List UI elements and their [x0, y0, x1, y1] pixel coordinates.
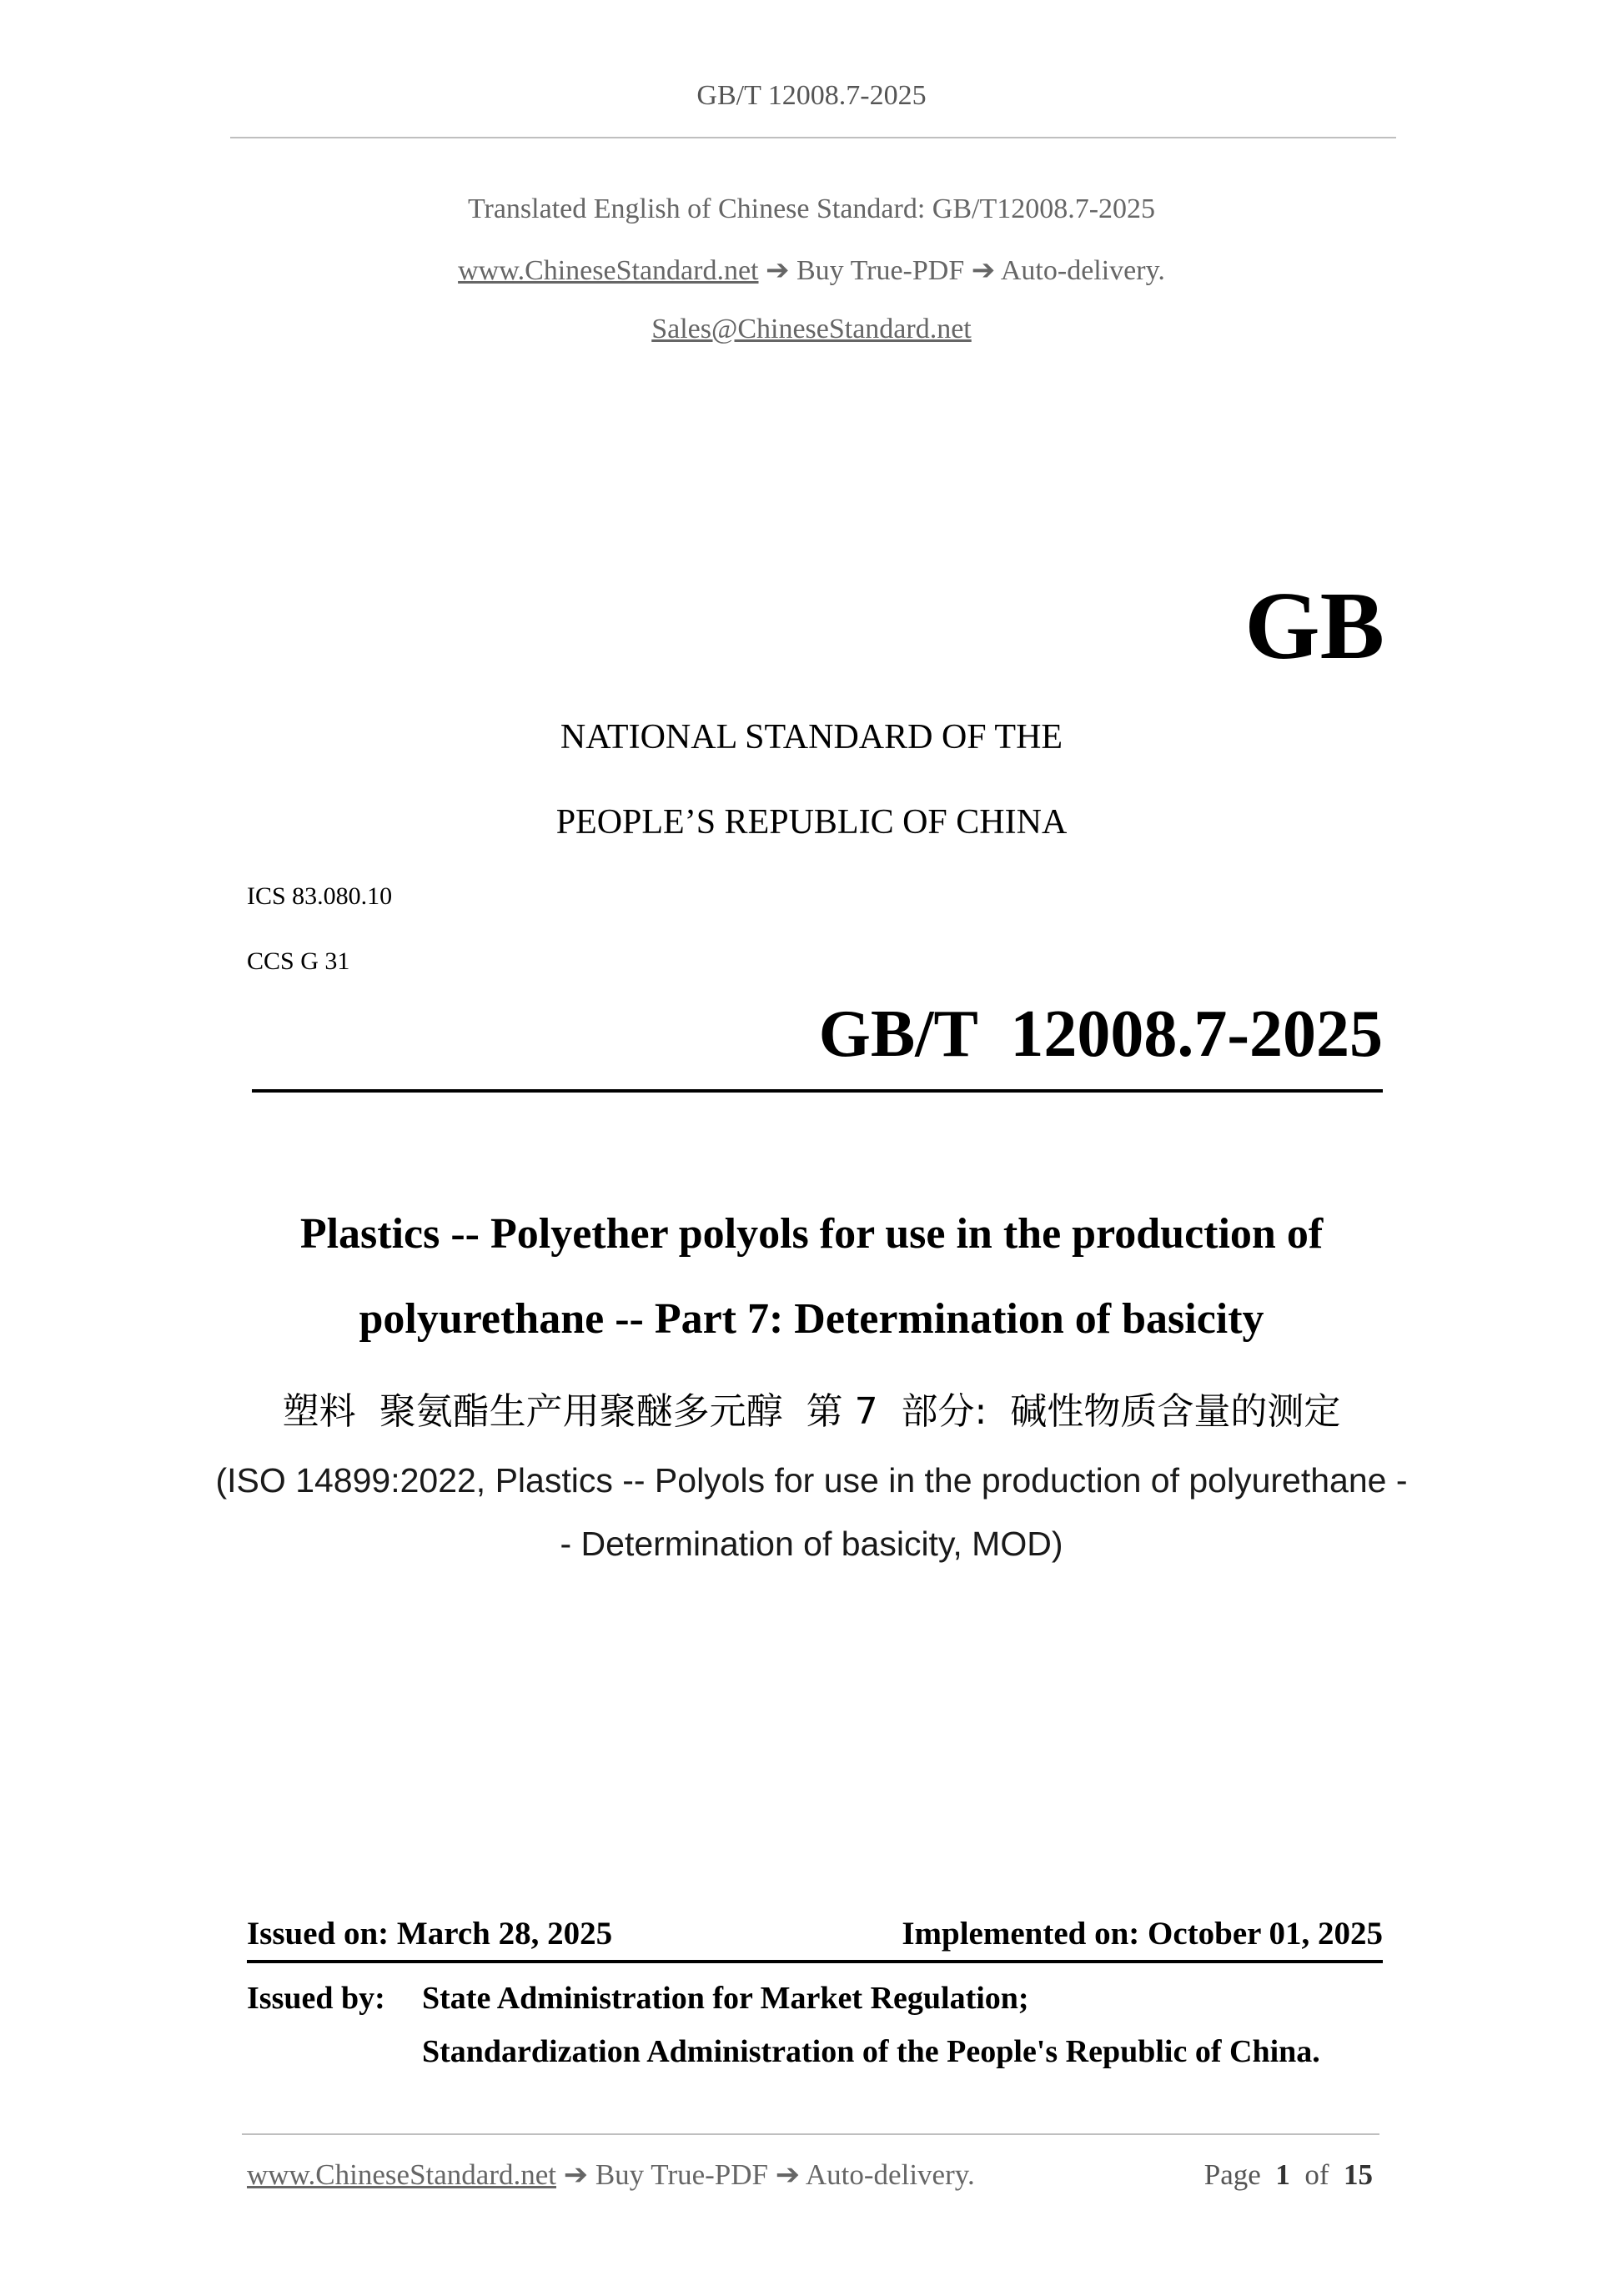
footer-promo-line	[247, 2158, 975, 2192]
buy-true-pdf-text: Buy True-PDF	[796, 255, 965, 286]
issued-on-date: Issued on: March 28, 2025	[247, 1916, 613, 1952]
footer-delivery-text: Auto-delivery.	[805, 2158, 975, 2191]
footer-site-link[interactable]: www.ChineseStandard.net	[247, 2158, 556, 2191]
header-divider	[230, 137, 1396, 138]
sales-email-link[interactable]: Sales@ChineseStandard.net	[651, 314, 972, 344]
ccs-code: CCS G 31	[247, 947, 350, 975]
arrow-right-icon: ➔	[775, 2158, 801, 2191]
issuer-line-2: Standardization Administration of the People's Republic of China.	[422, 2034, 1320, 2069]
title-english-line-2: polyurethane -- Part 7: Determination of basicity	[359, 1295, 1264, 1343]
page-counter	[1204, 2158, 1373, 2192]
standard-number-text: GB/T 12008.7-2025	[818, 997, 1383, 1071]
national-standard-line-1: NATIONAL STANDARD OF THE	[560, 718, 1063, 756]
dates-divider	[247, 1960, 1383, 1963]
page-total: 15	[1344, 2158, 1373, 2191]
gb-logo: GB	[1244, 573, 1384, 680]
footer-divider	[242, 2133, 1379, 2135]
page-label: Page	[1203, 2158, 1261, 2191]
standard-number	[819, 997, 1383, 1071]
auto-delivery-text: Auto-delivery.	[1000, 255, 1165, 286]
promo-title: Translated English of Chinese Standard: GB/T12008.7-2025	[467, 193, 1156, 224]
ics-code: ICS 83.080.10	[247, 882, 393, 910]
promo-buy-line	[0, 254, 1623, 287]
promo-email-line	[0, 314, 1623, 345]
arrow-right-icon: ➔	[563, 2158, 589, 2191]
title-chinese: 塑料 聚氨酯生产用聚醚多元醇 第 7 部分: 碱性物质含量的测定	[282, 1390, 1341, 1433]
page-current: 1	[1275, 2158, 1290, 2191]
title-english-line-1: Plastics -- Polyether polyols for use in the production of	[299, 1210, 1324, 1258]
arrow-right-icon: ➔	[971, 255, 996, 286]
issued-by-label: Issued by:	[247, 1981, 385, 2016]
implemented-on-date: Implemented on: October 01, 2025	[902, 1916, 1383, 1952]
arrow-right-icon: ➔	[766, 255, 790, 286]
standard-number-divider	[252, 1089, 1383, 1093]
iso-reference-line-2: - Determination of basicity, MOD)	[560, 1525, 1063, 1563]
site-link[interactable]: www.ChineseStandard.net	[458, 255, 759, 286]
national-standard-line-2: PEOPLE’S REPUBLIC OF CHINA	[555, 803, 1068, 842]
footer-buy-text: Buy True-PDF	[595, 2158, 768, 2191]
issuer-line-1: State Administration for Market Regulation;	[422, 1981, 1029, 2016]
running-header: GB/T 12008.7-2025	[696, 80, 927, 111]
iso-reference-line-1: (ISO 14899:2022, Plastics -- Polyols for use in the production of polyurethane -	[215, 1461, 1408, 1500]
page-of-label: of	[1304, 2158, 1329, 2191]
